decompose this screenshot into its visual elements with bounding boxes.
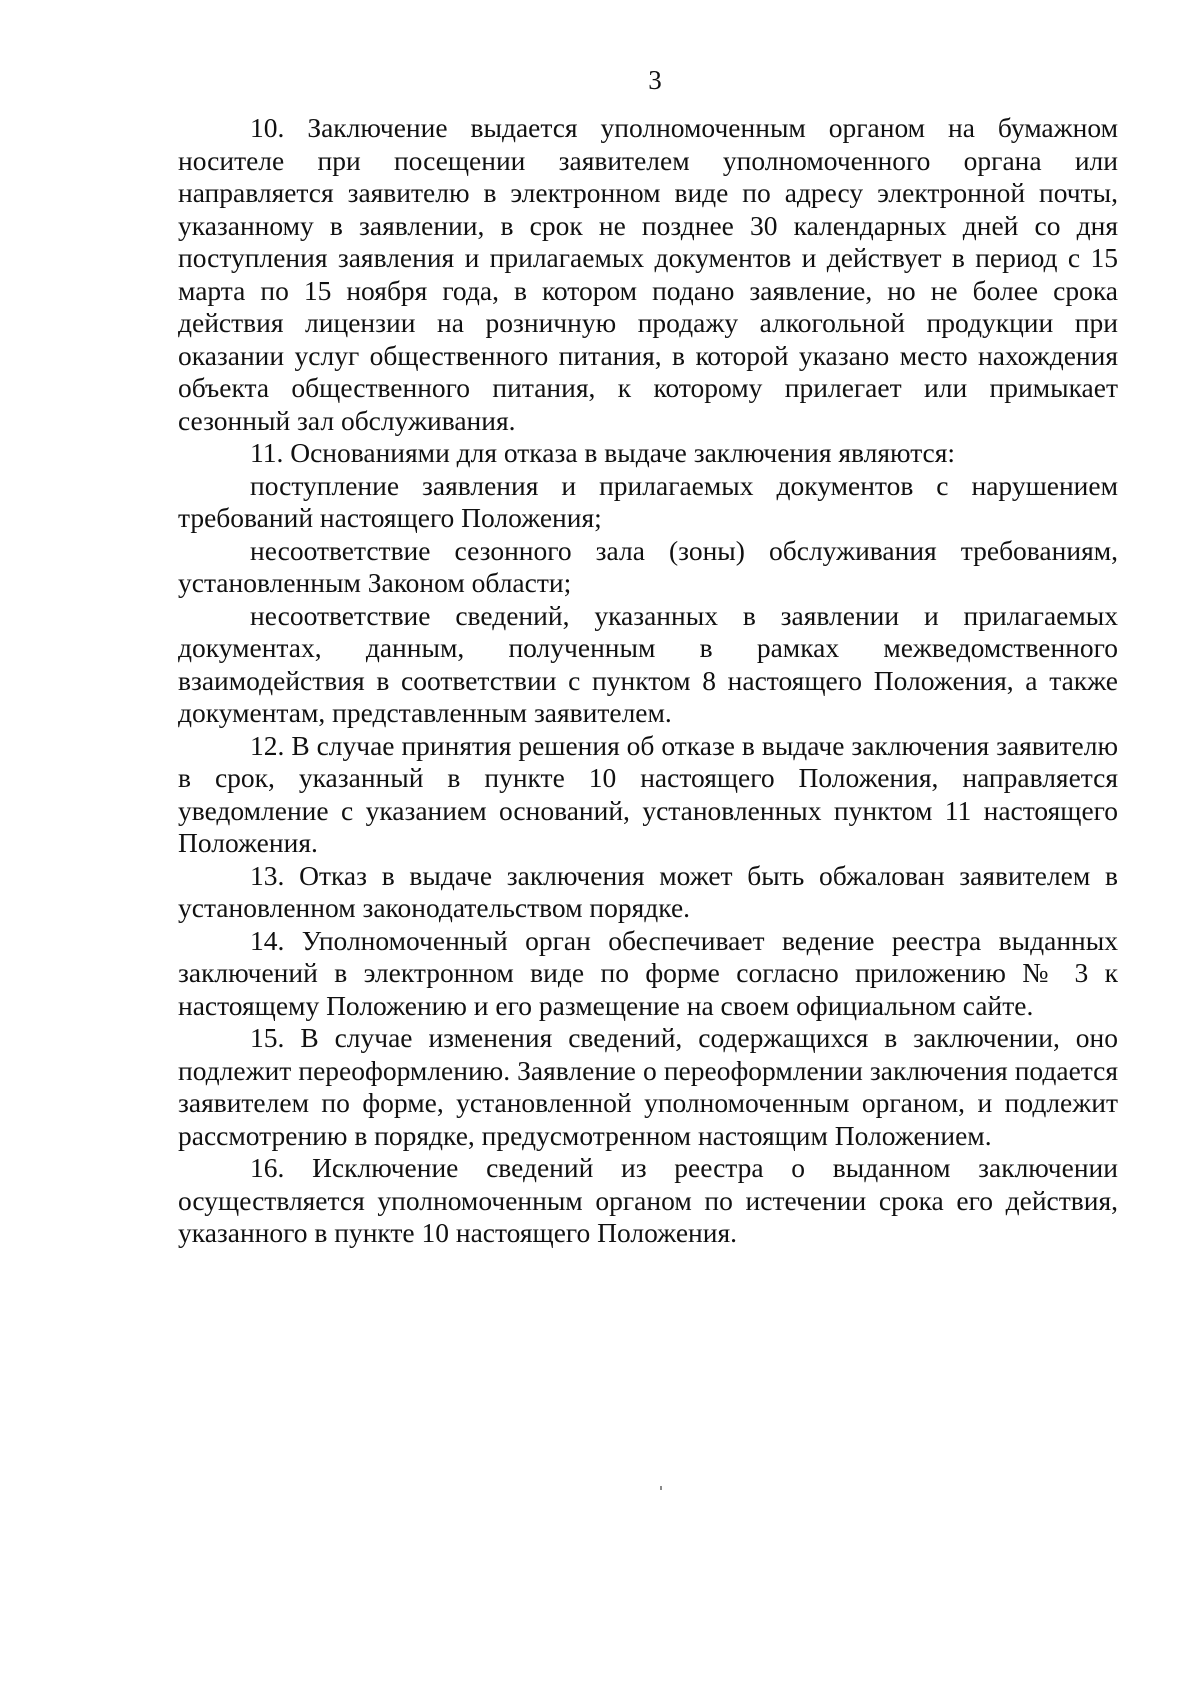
paragraph-11-ground-3: несоответствие сведений, указанных в заявлении и прилагаемых документах, данным, полученным в рамках межведомственного взаимодействия в соответствии с пунктом 8 настоящего Положения, а также документам, представленным заявителем. [178,599,1118,728]
paragraph-15: 15. В случае изменения сведений, содержащихся в заключении, оно подлежит переоформлению. Заявление о переоформлении заключения подается заявителем по форме, установленной уполномоченным органом, и подлежит рассмотрению в порядке, предусмотренном настоящим Положением. [178,1022,1118,1151]
document-body [178,112,1118,1250]
paragraph-16: 16. Исключение сведений из реестра о выданном заключении осуществляется уполномоченным органом по истечении срока его действия, указанного в пункте 10 настоящего Положения. [178,1152,1118,1248]
paragraph-12: 12. В случае принятия решения об отказе в выдаче заключения заявителю в срок, указанный в пункте 10 настоящего Положения, направляется уведомление с указанием оснований, установленных пунктом 11 настоящего Положения. [178,729,1118,858]
scan-speck [660,1486,662,1490]
page-number: 3 [648,65,662,95]
paragraph-13: 13. Отказ в выдаче заключения может быть обжалован заявителем в установленном законодательством порядке. [178,859,1118,923]
paragraph-14: 14. Уполномоченный орган обеспечивает ведение реестра выданных заключений в электронном виде по форме согласно приложению № 3 к настоящему Положению и его размещение на своем официальном сайте. [178,924,1118,1021]
paragraph-11-ground-2: несоответствие сезонного зала (зоны) обслуживания требованиям, установленным Законом области; [178,534,1118,598]
paragraph-10: 10. Заключение выдается уполномоченным органом на бумажном носителе при посещении заявителем уполномоченного органа или направляется заявителю в электронном виде по адресу электронной почты, указанному в заявлении, в срок не позднее 30 календарных дней со дня поступления заявления и прилагаемых документов и действует в период с 15 марта по 15 ноября года, в котором подано заявление, но не более срока действия лицензии на розничную продажу алкогольной продукции при оказании услуг общественного питания, в которой указано место нахождения объекта общественного питания, к которому прилегает или примыкает сезонный зал обслуживания. [178,112,1118,436]
paragraph-11: 11. Основаниями для отказа в выдаче заключения являются: [250,437,956,468]
paragraph-11-ground-1: поступление заявления и прилагаемых документов с нарушением требований настоящего Положения; [178,469,1118,533]
